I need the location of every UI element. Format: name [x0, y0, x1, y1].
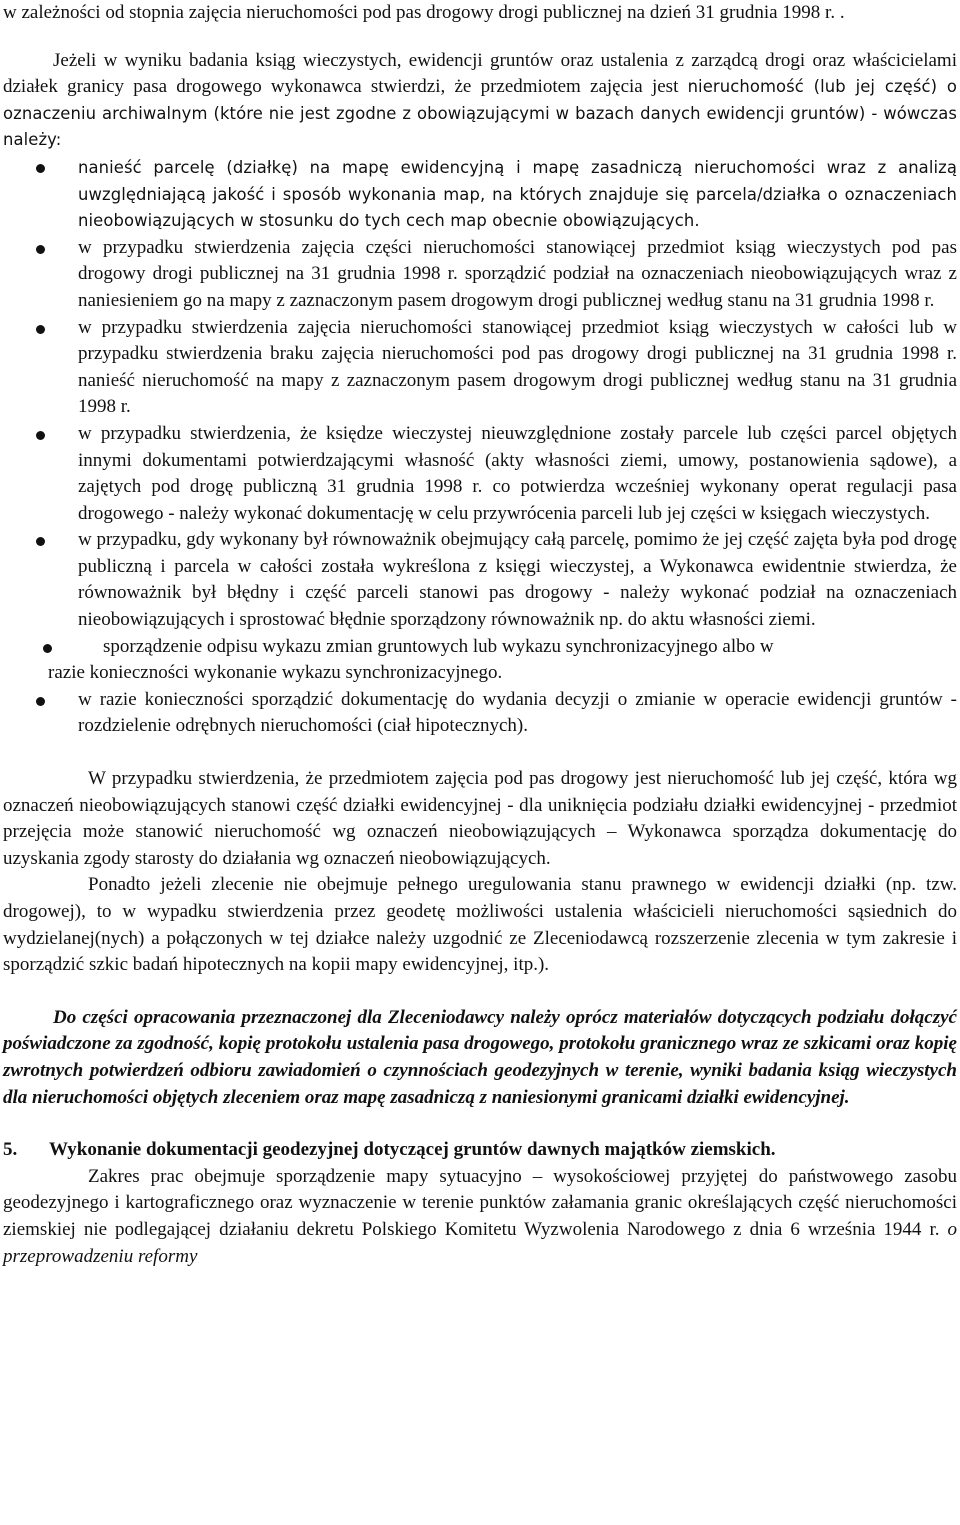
paragraph-condition: [3, 48, 957, 154]
bullet-icon: [36, 697, 45, 706]
paragraph-scope-text: Zakres prac obejmuje sporządzenie mapy sytuacyjno – wysokościowej przyjętej do państwowego zasobu geodezyjnego i kartograficznego oraz wyznaczenie w terenie punktów załamania granic określających część nieruchomości ziemskiej nie podlegającej działaniu dekretu Polskiego Komitetu Wyzwolenia Narodowego z dnia 6 września 1944 r.: [3, 1165, 957, 1240]
list-item-text: w przypadku, gdy wykonany był równoważnik obejmujący całą parcelę, pomimo że jej część zajęta była pod drogę publiczną i parcela w całości została wykreślona z księgi wieczystej, a Wykonawca ewidentnie stwierdza, że równoważnik był błędny i część parceli stanowi pas drogowy - należy wykonać podział na oznaczeniach nieobowiązujących i sprostować błędnie sporządzony równoważnik np. do aktu własności ziemi.: [78, 529, 957, 631]
list-item: [3, 527, 957, 633]
paragraph-scope-italic: o przeprowadzeniu reformy: [3, 1218, 958, 1267]
paragraph-consent: W przypadku stwierdzenia, że przedmiotem zajęcia pod pas drogowy jest nieruchomość lub jej część, która wg oznaczeń nieobowiązujących stanowi część działki ewidencyjnej - dla uniknięcia podziału działki ewidencyjnej - przedmiot przejęcia może stanowić nieruchomość wg oznaczeń nieobowiązujących – Wykonawca sporządza dokumentację do uzyskania zgody starosty do działania wg oznaczeń nieobowiązujących.: [3, 768, 957, 869]
list-item-text: w razie konieczności sporządzić dokumentację do wydania decyzji o zmianie w operacie ewidencji gruntów - rozdzielenie odrębnych nieruchomości (ciał hipotecznych).: [78, 688, 957, 737]
list-item: [3, 315, 957, 421]
list-item-text: w przypadku stwierdzenia zajęcia nieruchomości stanowiącej przedmiot ksiąg wieczystych w całości lub w przypadku stwierdzenia braku zajęcia nieruchomości pod pas drogowy drogi publicznej na 31 grudnia 1998 r. nanieść nieruchomość na mapy z zaznaczonym pasem drogowym drogi publicznej według stanu na 31 grudnia 1998 r.: [78, 316, 957, 418]
bullet-icon: [36, 325, 45, 334]
list-item-text: w przypadku stwierdzenia zajęcia części nieruchomości stanowiącej przedmiot ksiąg wieczystych pod pas drogowy drogi publicznej na 31 grudnia 1998 r. sporządzić podział na oznaczeniach nieobowiązujących wraz z naniesieniem go na mapy z zaznaczonym pasem drogowym drogi publicznej według stanu na 31 grudnia 1998 r.: [78, 236, 957, 311]
intro-paragraph: w zależności od stopnia zajęcia nieruchomości pod pas drogowy drogi publicznej na dzień 31 grudnia 1998 r. .: [3, 2, 845, 23]
bullet-icon: [36, 537, 45, 546]
paragraph-condition-serif: Jeżeli w wyniku badania ksiąg wieczystych, ewidencji gruntów oraz ustalenia z zarządcą drogi oraz właścicielami działek granicy pasa drogowego wykonawca stwierdzi, że przedmiotem zajęcia jest: [3, 49, 957, 98]
list-item: [3, 634, 957, 687]
paragraph-scope: [3, 1164, 957, 1270]
list-item: [3, 154, 957, 235]
list-item-text: nanieść parcelę (działkę) na mapę ewidencyjną i mapę zasadniczą nieruchomości wraz z analizą uwzględniającą jakość i sposób wykonania map, na których znajduje się parcela/działka o oznaczeniach nieobowiązujących w stosunku do tych cech map obecnie obowiązujących.: [78, 157, 957, 231]
bullet-icon: [36, 164, 45, 173]
list-item: [3, 421, 957, 527]
bullet-icon: [36, 431, 45, 440]
bullet-icon: [43, 644, 52, 653]
paragraph-deliverables: Do części opracowania przeznaczonej dla Zleceniodawcy należy oprócz materiałów dotyczących podziału dołączyć poświadczone za zgodność, kopię protokołu ustalenia pasa drogowego, protokołu granicznego wraz ze szkicami oraz kopię zwrotnych potwierdzeń odbioru zawiadomień o czynnościach geodezyjnych w terenie, wyniki badania ksiąg wieczystych dla nieruchomości objętych zleceniem oraz mapę zasadniczą z naniesionymi granicami działki ewidencyjnej.: [3, 1006, 957, 1108]
list-item: [3, 687, 957, 740]
section-number: 5.: [3, 1139, 18, 1161]
paragraph-condition-sans: nieruchomość (lub jej część) o oznaczeniu archiwalnym (które nie jest zgodne z obowiązującymi w bazach danych ewidencji gruntów) - wówczas należy:: [3, 77, 957, 150]
section-title: Wykonanie dokumentacji geodezyjnej dotyczącej gruntów dawnych majątków ziemskich.: [49, 1139, 776, 1161]
section-heading: [3, 1137, 957, 1164]
bullet-icon: [36, 245, 45, 254]
list-item: [3, 235, 957, 315]
list-item-text: sporządzenie odpisu wykazu zmian gruntowych lub wykazu synchronizacyjnego albo w: [103, 635, 774, 657]
list-item-text: razie konieczności wykonanie wykazu synchronizacyjnego.: [48, 662, 503, 684]
list-item-text: w przypadku stwierdzenia, że księdze wieczystej nieuwzględnione zostały parcele lub części parcel objętych innymi dokumentami potwierdzającymi własność (akty własności ziemi, umowy, postanowienia sądowe), a zajętych pod drogę publiczną 31 grudnia 1998 r. co potwierdza wcześniej wykonany operat regulacji pasa drogowego - należy wykonać dokumentację w celu przywrócenia parceli lub jej części w księgach wieczystych.: [78, 422, 957, 524]
paragraph-additional: Ponadto jeżeli zlecenie nie obejmuje pełnego uregulowania stanu prawnego w ewidencji działki (np. tzw. drogowej), to w wypadku stwierdzenia przez geodetę możliwości ustalenia właścicieli nieruchomości sąsiednich do wydzielanej(nych) a połączonych w tej działce należy uzgodnić ze Zleceniodawcą rozszerzenie zlecenia w tym zakresie i sporządzić szkic badań hipotecznych na kopii mapy ewidencyjnej, itp.).: [3, 874, 957, 976]
